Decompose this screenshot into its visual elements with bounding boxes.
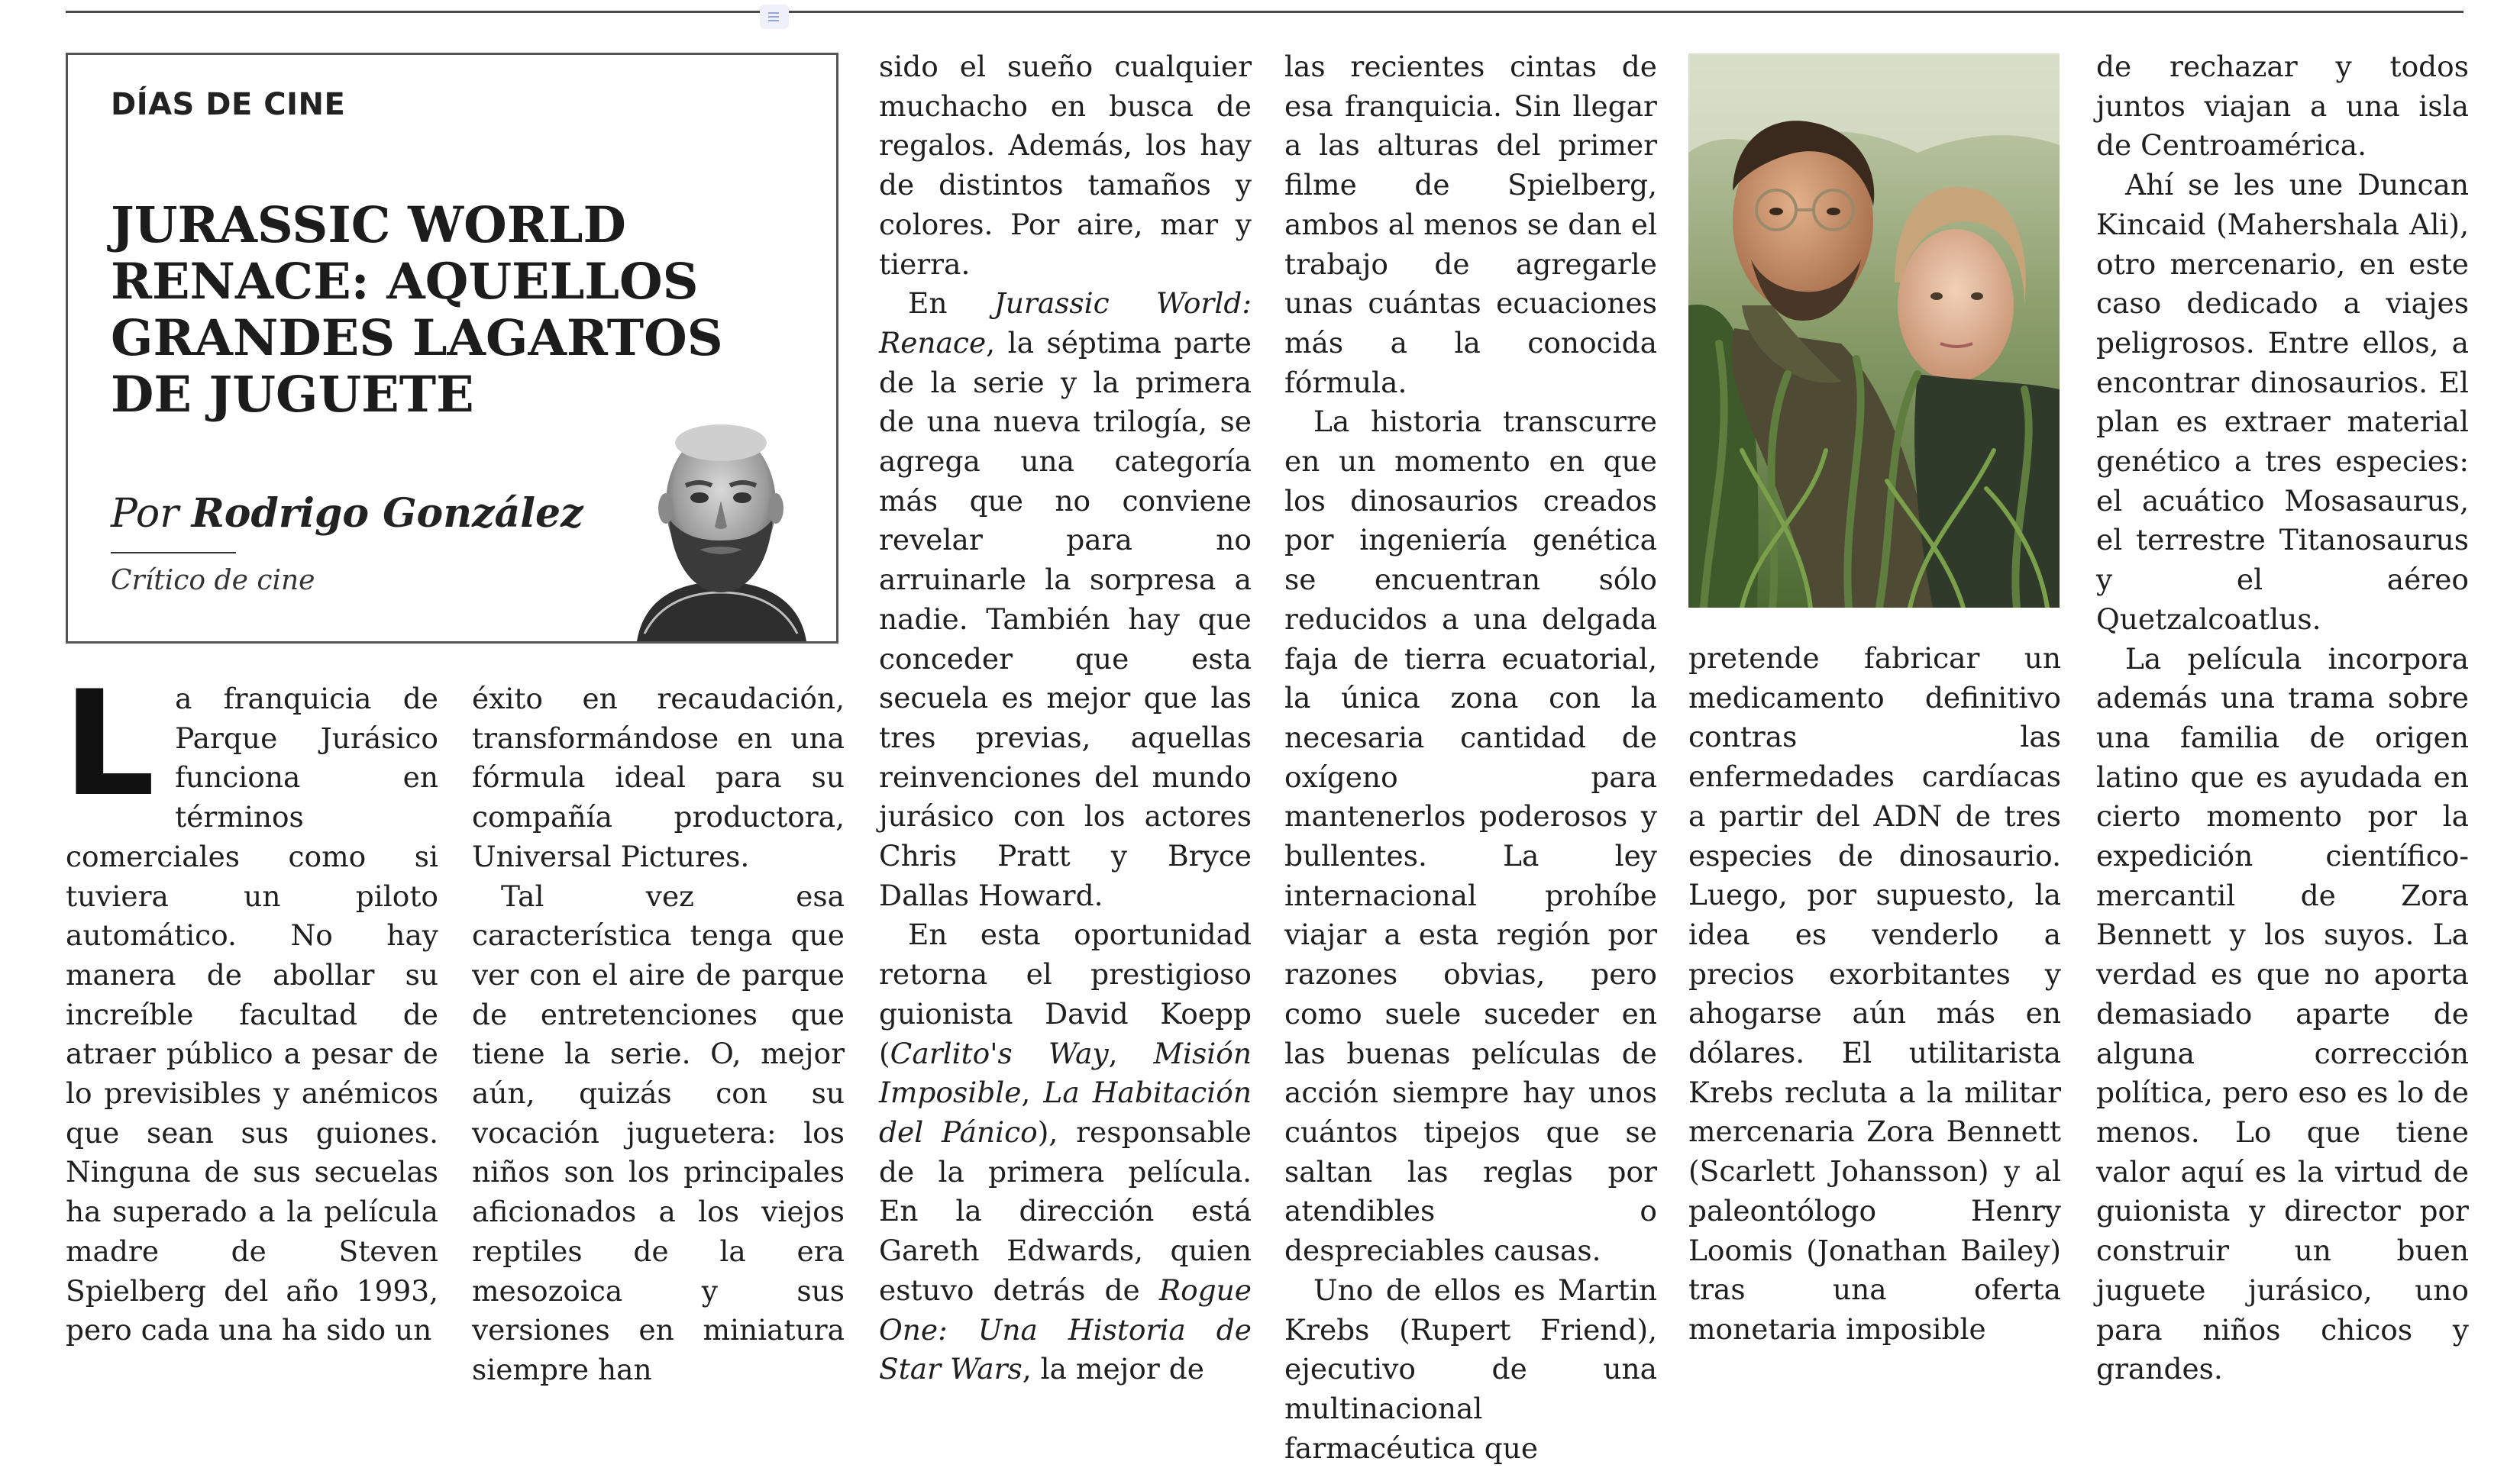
paragraph [879,284,1252,915]
paragraph: de rechazar y todos juntos viajan a una isla de Centroamérica. [2096,50,2469,163]
text-run: En esta oportunidad retorna el prestigioso guionista David Koepp ( [879,918,1252,1070]
film-title: Carlito's Way [890,1036,1109,1070]
film-title: Misión Imposible [879,1036,1252,1110]
text-run: , [1021,1076,1044,1110]
paragraph: Tal vez esa característica tenga que ver con el aire de parque de entretenciones que tiene la serie. O, mejor aún, quizás con su vocación juguetera: los niños son los principales aficionados a los viejos reptiles de la era mesozoica y sus versiones en miniatura siempre han [472,879,845,1386]
header-box [66,53,838,644]
text-run: , la mejor de [1022,1352,1204,1386]
section-label: DÍAS DE CINE [111,87,346,122]
article-column-4 [1284,47,1657,1468]
text-lines-icon[interactable] [760,5,789,29]
paragraph: pretende fabricar un medicamento definitivo contras las enfermedades cardíacas a partir del ADN de tres especies de dinosaurio. Luego, por supuesto, la idea es venderlo a precios exorbitantes y ahogarse aún más en dólares. El utilitarista Krebs recluta a la militar mercenaria Zora Bennett (Scarlett Johansson) y al paleontólogo Henry Loomis (Jonathan Bailey) tras una oferta monetaria imposible [1688,641,2061,1346]
paragraph: éxito en recaudación, transformándose en una fórmula ideal para su compañía productora, Universal Pictures. [472,682,845,873]
paragraph: La historia transcurre en un momento en que los dinosaurios creados por ingeniería genética se encuentran sólo reducidos a una delgada faja de tierra ecuatorial, la única zona con la necesaria cantidad de oxígeno para mantenerlos poderosos y bullentes. La ley internacional prohíbe viajar a esta región por razones obvias, pero como suele suceder en las buenas películas de acción siempre hay unos cuántos tipejos que se saltan las reglas por atendibles o despreciables causas. [1284,405,1657,1268]
byline [111,490,583,537]
paragraph: las recientes cintas de esa franquicia. Sin llegar a las alturas del primer filme de Spielberg, ambos al menos se dan el trabajo de agregarle unas cuántas ecuaciones más a la conocida fórmula. [1284,50,1657,399]
film-still-photo [1688,53,2060,608]
article-column-3 [879,47,1252,1389]
author-role: Crítico de cine [111,565,315,596]
text-run: , [1108,1036,1154,1070]
film-title: Rogue One: Una Historia de Star Wars [879,1273,1252,1386]
film-title: La Habitación del Pánico [879,1076,1252,1149]
paragraph [879,915,1252,1389]
article-column-5 [1688,639,2061,1350]
text-run: , la séptima parte de la serie y la primera de una nueva trilogía, se agrega una categoría más que no conviene revelar para no arruinarle la sorpresa a nadie. También hay que conceder que esta secuela es mejor que las tres previas, aquellas reinvenciones del mundo jurásico con los actores Chris Pratt y Bryce Dallas Howard. [879,325,1252,912]
lead-paragraph: a franquicia de Parque Jurásico funciona en términos comerciales como si tuviera un piloto automático. No hay manera de abollar su increíble facultad de atraer público a pesar de lo previsibles y anémicos que sean sus guiones. Ninguna de sus secuelas ha superado a la película madre de Steven Spielberg del año 1993, pero cada una ha sido un [66,682,438,1347]
author-name: Rodrigo González [191,490,583,537]
film-title: Jurassic World: Renace [879,286,1252,360]
byline-prefix: Por [111,491,179,537]
paragraph: La película incorpora además una trama sobre una familia de origen latino que es ayudada en cierto momento por la expedición científico-mercantil de Zora Bennett y los suyos. La verdad es que no aporta demasiado aparte de alguna corrección política, pero eso es lo de menos. Lo que tiene valor aquí es la virtud de guionista y director por construir un buen juguete jurásico, uno para niños chicos y grandes. [2096,641,2469,1386]
article-column-2 [472,679,845,1390]
paragraph: Ahí se les une Duncan Kincaid (Mahershala Ali), otro mercenario, en este caso dedicado a viajes peligrosos. Entre ellos, a encontrar dinosaurios. El plan es extraer material genético a tres especies: el acuático Mosasaurus, el terrestre Titanosaurus y el aéreo Quetzalcoatlus. [2096,168,2469,636]
drop-cap: L [63,660,156,828]
article-column-1 [63,660,438,1350]
top-rule [66,11,2463,13]
text-run: En [908,286,994,321]
text-run: ), responsable de la primera película. En la dirección está Gareth Edwards, quien estuvo detrás de [879,1115,1252,1307]
paragraph: Uno de ellos es Martin Krebs (Rupert Friend), ejecutivo de una multinacional farmacéutica que [1284,1273,1657,1465]
article-column-6 [2096,47,2469,1389]
headline: JURASSIC WORLD RENACE: AQUELLOS GRANDES LAGARTOS DE JUGUETE [111,196,723,424]
byline-rule [111,552,236,553]
author-portrait [629,412,813,641]
paragraph: sido el sueño cualquier muchacho en busca de regalos. Además, los hay de distintos tamaños y colores. Por aire, mar y tierra. [879,50,1252,281]
